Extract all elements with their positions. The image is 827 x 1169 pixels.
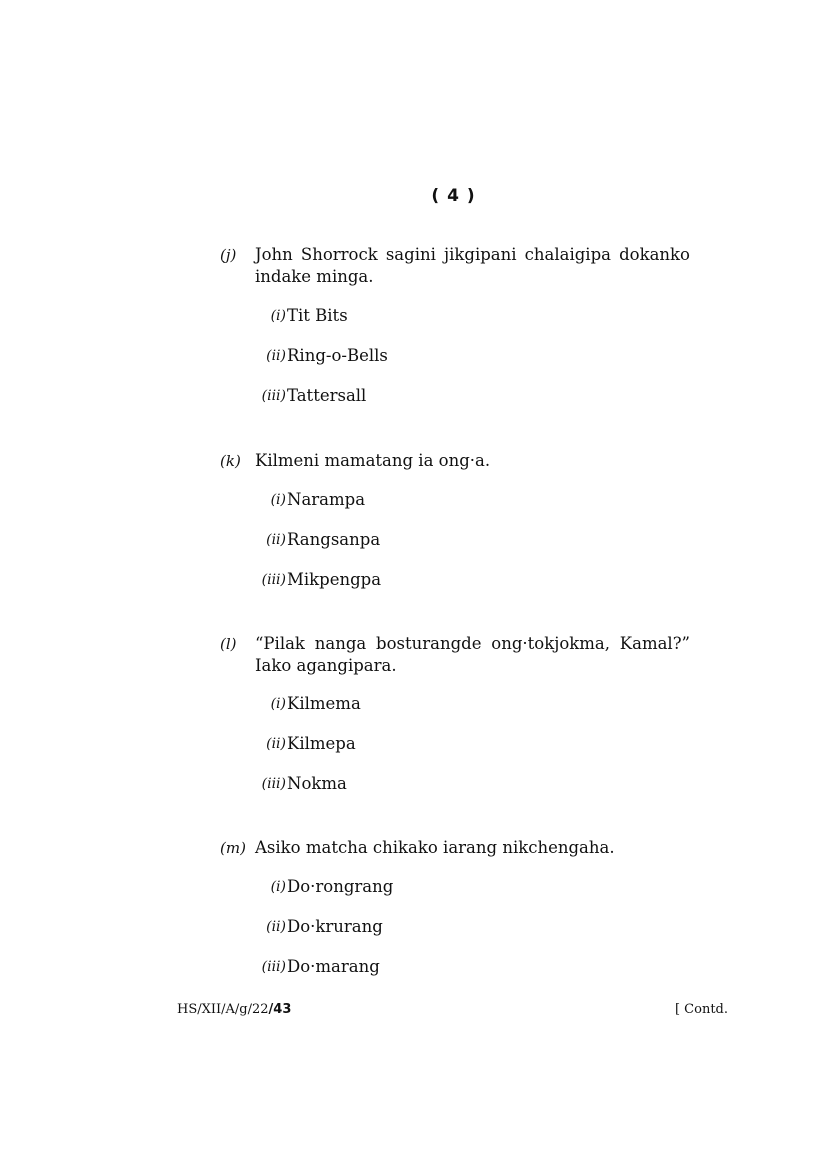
option-label: (iii)	[261, 776, 286, 792]
option-label: (ii)	[266, 532, 286, 548]
footer-code-prefix: HS/XII/A/g/22	[177, 1002, 269, 1017]
option-text: Ring-o-Bells	[287, 346, 388, 365]
question-label: (k)	[220, 452, 241, 470]
option-label: (iii)	[261, 388, 286, 404]
footer-code	[177, 1000, 291, 1020]
option-label: (i)	[270, 696, 286, 712]
question-text: John Shorrock sagini jikgipani chalaigipa dokanko indake minga.	[255, 245, 690, 286]
question-m	[220, 837, 690, 859]
question-k	[220, 450, 690, 472]
question-label: (l)	[220, 635, 237, 653]
question-j	[220, 244, 690, 288]
option-text: Tit Bits	[287, 306, 348, 325]
option-text: Rangsanpa	[287, 530, 381, 549]
option-label: (i)	[270, 879, 286, 895]
question-text: “Pilak nanga bosturangde ong·tokjokma, Kamal?” Iako agangipara.	[255, 634, 690, 675]
footer-code-suffix: /43	[268, 1002, 292, 1017]
option-text: Kilmepa	[287, 734, 356, 753]
option-label: (iii)	[261, 959, 286, 975]
option-label: (ii)	[266, 348, 286, 364]
option-text: Kilmema	[287, 694, 361, 713]
question-text: Kilmeni mamatang ia ong·a.	[255, 451, 491, 470]
option-text: Nokma	[287, 774, 347, 793]
question-label: (j)	[220, 246, 237, 264]
option-text: Narampa	[287, 490, 366, 509]
option-text: Do·marang	[287, 957, 380, 976]
question-text: Asiko matcha chikako iarang nikchengaha.	[255, 838, 615, 857]
option-text: Do·rongrang	[287, 877, 394, 896]
option-text: Do·krurang	[287, 917, 383, 936]
option-label: (ii)	[266, 919, 286, 935]
question-l	[220, 633, 690, 677]
option-label: (ii)	[266, 736, 286, 752]
option-label: (iii)	[261, 572, 286, 588]
option-text: Mikpengpa	[287, 570, 382, 589]
option-label: (i)	[270, 308, 286, 324]
page-number: ( 4 )	[431, 186, 476, 206]
option-label: (i)	[270, 492, 286, 508]
footer-contd: [ Contd.	[674, 1002, 728, 1017]
question-label: (m)	[220, 839, 246, 857]
option-text: Tattersall	[287, 386, 367, 405]
